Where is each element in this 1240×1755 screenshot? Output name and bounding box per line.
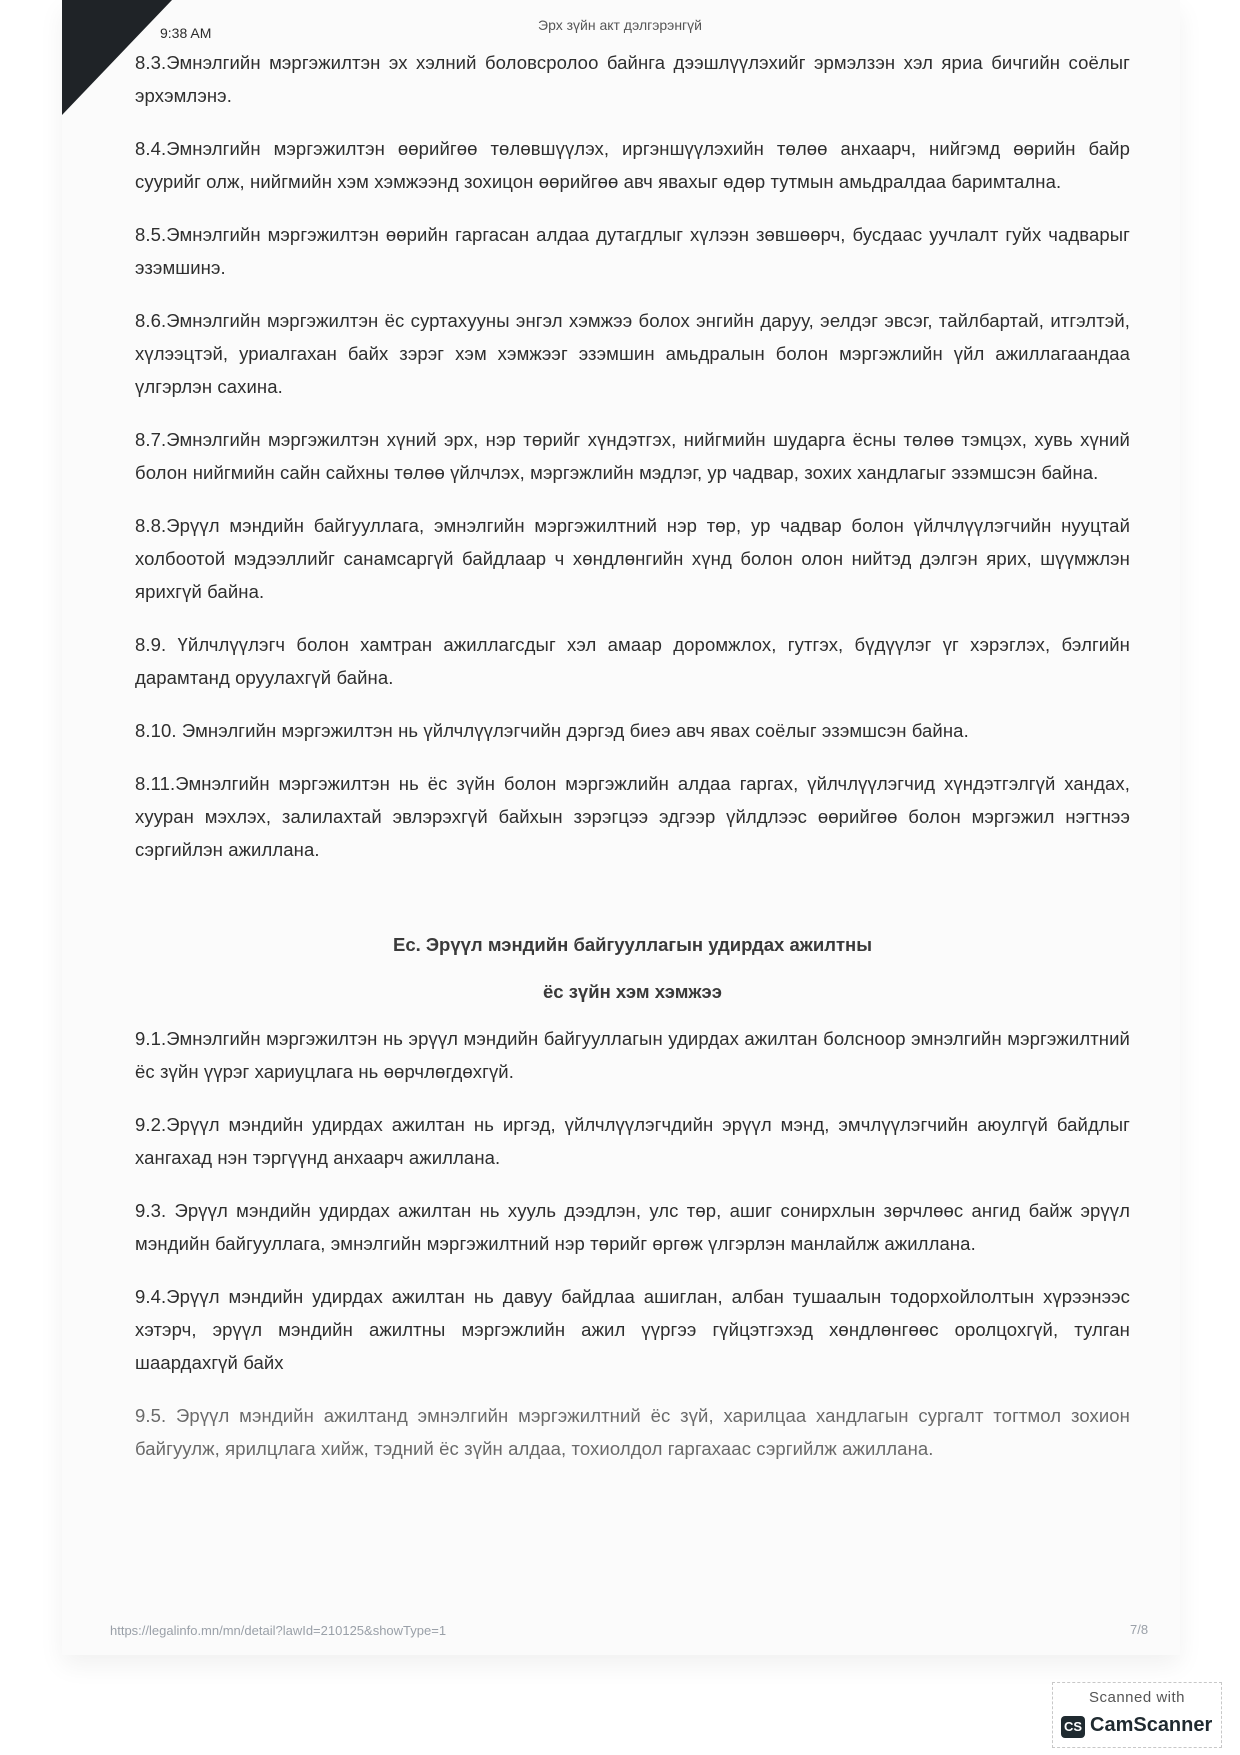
paragraph-8-3: 8.3.Эмнэлгийн мэргэжилтэн эх хэлний боловсролоо байнга дээшлүүлэхийг эрмэлзэн хэл яриа бичгийн соёлыг эрхэмлэнэ.	[135, 52, 1130, 106]
paragraph-9-1: 9.1.Эмнэлгийн мэргэжилтэн нь эрүүл мэндийн байгууллагын удирдах ажилтан болсноор эмнэлгийн мэргэжилтний ёс зүйн үүрэг хариуцлага нь өөрчлөгдөхгүй.	[135, 1028, 1130, 1082]
badge-scanned-with: Scanned with	[1088, 1689, 1186, 1706]
paragraph-8-5: 8.5.Эмнэлгийн мэргэжилтэн өөрийн гаргасан алдаа дутагдлыг хүлээн зөвшөөрч, бусдаас уучлалт гуйх чадварыг эзэмшинэ.	[135, 224, 1130, 278]
page-header-title: Эрх зүйн акт дэлгэрэнгүй	[538, 17, 702, 33]
paragraph-8-6: 8.6.Эмнэлгийн мэргэжилтэн ёс суртахууны энгэл хэмжээ болох энгийн даруу, эелдэг эвсэг, тайлбартай, итгэлтэй, хүлээцтэй, уриалгахан байх зэрэг хэм хэмжээг эзэмшин амьдралын болон мэргэжлийн үйл ажиллагаандаа үлгэрлэн сахина.	[135, 310, 1130, 397]
paragraph-8-11: 8.11.Эмнэлгийн мэргэжилтэн нь ёс зүйн болон мэргэжлийн алдаа гаргах, үйлчлүүлэгчид хүндэтгэлгүй хандах, хууран мэхлэх, залилахтай эвлэрэхгүй байхын зэрэгцээ эдгээр үйлдлээс өөрийгөө болон мэргэжил нэгтнээ сэргийлэн ажиллана.	[135, 773, 1130, 860]
document-content	[135, 46, 1130, 1485]
paragraph-9-2: 9.2.Эрүүл мэндийн удирдах ажилтан нь иргэд, үйлчлүүлэгчдийн эрүүл мэнд, эмчлүүлэгчийн аюулгүй байдлыг хангахад нэн тэргүүнд анхаарч ажиллана.	[135, 1114, 1130, 1168]
badge-brand-name: CamScanner	[1090, 1714, 1213, 1736]
timestamp: 9:38 AM	[160, 25, 212, 41]
footer-url: https://legalinfo.mn/mn/detail?lawId=210125&showType=1	[110, 1623, 447, 1638]
paragraph-8-4: 8.4.Эмнэлгийн мэргэжилтэн өөрийгөө төлөвшүүлэх, иргэншүүлэхийн төлөө анхаарч, нийгэмд өөрийн байр суурийг олж, нийгмийн хэм хэмжээнд зохицон өөрийгөө авч явахыг өдөр тутмын амьдралдаа баримтална.	[135, 138, 1130, 192]
footer-page-number: 7/8	[1130, 1622, 1149, 1637]
paragraph-9-5: 9.5. Эрүүл мэндийн ажилтанд эмнэлгийн мэргэжилтний ёс зүй, харилцаа хандлагын сургалт тогтмол зохион байгуулж, ярилцлага хийж, тэдний ёс зүйн алдаа, тохиолдол гаргахаас сэргийлж ажиллана.	[135, 1405, 1130, 1459]
paragraph-8-7: 8.7.Эмнэлгийн мэргэжилтэн хүний эрх, нэр төрийг хүндэтгэх, нийгмийн шударга ёсны төлөө тэмцэх, хувь хүний болон нийгмийн сайн сайхны төлөө үйлчлэх, мэргэжлийн мэдлэг, ур чадвар, зохих хандлагыг эзэмшсэн байна.	[135, 429, 1130, 483]
paragraph-8-10: 8.10. Эмнэлгийн мэргэжилтэн нь үйлчлүүлэгчийн дэргэд биеэ авч явах соёлыг эзэмшсэн байна.	[135, 720, 969, 741]
camscanner-logo-icon: CS	[1061, 1716, 1085, 1738]
paragraph-9-3: 9.3. Эрүүл мэндийн удирдах ажилтан нь хууль дээдлэн, улс төр, ашиг сонирхлын зөрчлөөс ангид байж эрүүл мэндийн байгууллага, эмнэлгийн мэргэжилтний нэр төрийг өргөж үлгэрлэн манлайлж ажиллана.	[135, 1200, 1130, 1254]
paragraph-9-4: 9.4.Эрүүл мэндийн удирдах ажилтан нь давуу байдлаа ашиглан, албан тушаалын тодорхойлолтын хүрээнээс хэтэрч, эрүүл мэндийн ажилтны мэргэжлийн ажил үүргээ гүйцэтгэхэд хөндлөнгөөс оролцохгүй, тулган шаардахгүй байх	[135, 1286, 1130, 1373]
camscanner-badge	[1052, 1682, 1222, 1748]
paragraph-8-9: 8.9. Үйлчлүүлэгч болон хамтран ажиллагсдыг хэл амаар доромжлох, гутгэх, бүдүүлэг үг хэрэглэх, бэлгийн дарамтанд оруулахгүй байна.	[135, 634, 1130, 688]
section-title-line2: ёс зүйн хэм хэмжээ	[543, 981, 722, 1002]
paragraph-8-8: 8.8.Эрүүл мэндийн байгууллага, эмнэлгийн мэргэжилтний нэр төр, ур чадвар болон үйлчлүүлэгчийн нууцтай холбоотой мэдээллийг санамсаргүй байдлаар ч хөндлөнгийн хүнд болон олон нийтэд дэлгэн ярих, шүүмжлэн ярихгүй байна.	[135, 515, 1130, 602]
section-title-line1: Ес. Эрүүл мэндийн байгууллагын удирдах ажилтны	[392, 934, 873, 955]
